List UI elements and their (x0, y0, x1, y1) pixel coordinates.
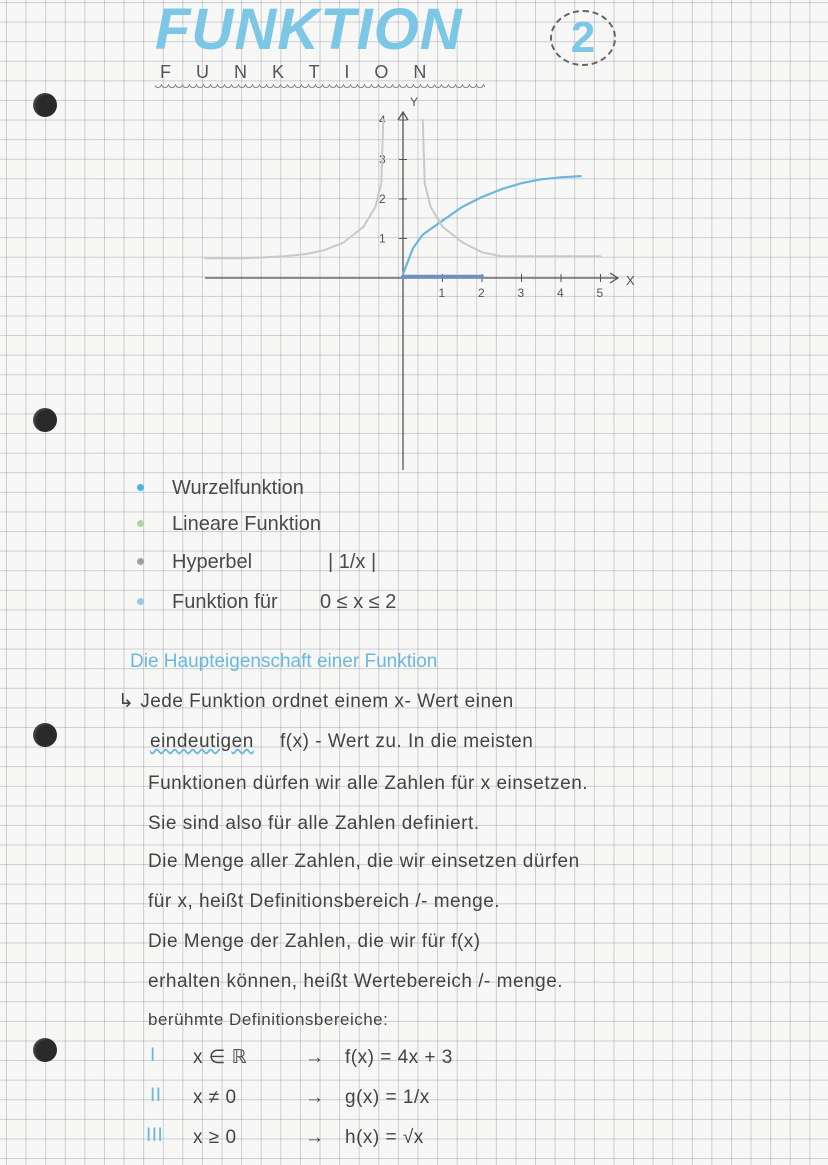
legend-extra: 0 ≤ x ≤ 2 (320, 591, 397, 613)
example-function: g(x) = 1/x (345, 1087, 430, 1108)
legend-bullet (137, 520, 144, 527)
legend-label: Wurzelfunktion (172, 477, 304, 499)
legend-bullet (137, 558, 144, 565)
y-tick-label: 3 (379, 152, 386, 167)
text-line: Die Menge aller Zahlen, die wir einsetzen dürfen (148, 851, 580, 872)
text-line: Sie sind also für alle Zahlen definiert. (148, 813, 480, 834)
text-line: f(x) - Wert zu. In die meisten (280, 731, 534, 752)
x-tick-label: 1 (438, 286, 446, 300)
example-function: h(x) = √x (345, 1127, 424, 1148)
page-title-small: F U N K T I O N (160, 62, 437, 82)
axes (205, 112, 618, 470)
page-title: FUNKTION (155, 0, 463, 62)
example-number: III (146, 1125, 164, 1146)
legend-extra: | 1/x | (328, 551, 377, 573)
text-line: erhalten können, heißt Wertebereich /- menge. (148, 971, 564, 992)
text-line: für x, heißt Definitionsbereich /- menge. (148, 891, 501, 912)
y-tick-label: 2 (379, 192, 386, 206)
x-tick-label: 5 (596, 286, 604, 300)
example-domain: x ∈ ℝ (193, 1047, 248, 1068)
example-number: I (150, 1045, 156, 1066)
x-tick-label: 3 (517, 286, 525, 300)
example-number: II (150, 1085, 162, 1106)
series-line-wurzelfunktion (403, 176, 581, 274)
page-number-cloud: 2 (550, 10, 616, 66)
section-heading: Die Haupteigenschaft einer Funktion (130, 651, 438, 672)
example-function: f(x) = 4x + 3 (345, 1047, 453, 1068)
legend-label: Hyperbel (172, 551, 253, 573)
x-axis-label: X (626, 273, 635, 288)
punch-hole (33, 1038, 57, 1062)
x-tick-label: 2 (478, 286, 485, 300)
example-domain: x ≠ 0 (193, 1087, 237, 1108)
text-line: berühmte Definitionsbereiche: (148, 1010, 389, 1029)
text-line: Die Menge der Zahlen, die wir für f(x) (148, 931, 481, 952)
legend-bullet (137, 484, 144, 491)
legend-label: Funktion für (172, 591, 278, 613)
text-line: Funktionen dürfen wir alle Zahlen für x einsetzen. (148, 773, 589, 794)
example-domain: x ≥ 0 (193, 1127, 237, 1148)
y-tick-label: 1 (379, 231, 386, 246)
text-line: ↳ Jede Funktion ordnet einem x- Wert einen (118, 691, 514, 712)
example-arrow: → (305, 1087, 325, 1108)
series-line-hyperbel (423, 120, 601, 256)
series-line-hyperbel-links- (206, 120, 384, 258)
legend-label: Lineare Funktion (172, 513, 321, 535)
y-tick-label: 4 (379, 113, 386, 127)
function-graph (0, 0, 828, 470)
text-line-underlined: eindeutigen (150, 731, 254, 752)
punch-hole (33, 723, 57, 747)
x-tick-label: 4 (557, 286, 564, 300)
legend-bullet (137, 598, 144, 605)
example-arrow: → (305, 1127, 325, 1148)
example-arrow: → (305, 1047, 325, 1068)
y-axis-label: Y (410, 95, 419, 109)
